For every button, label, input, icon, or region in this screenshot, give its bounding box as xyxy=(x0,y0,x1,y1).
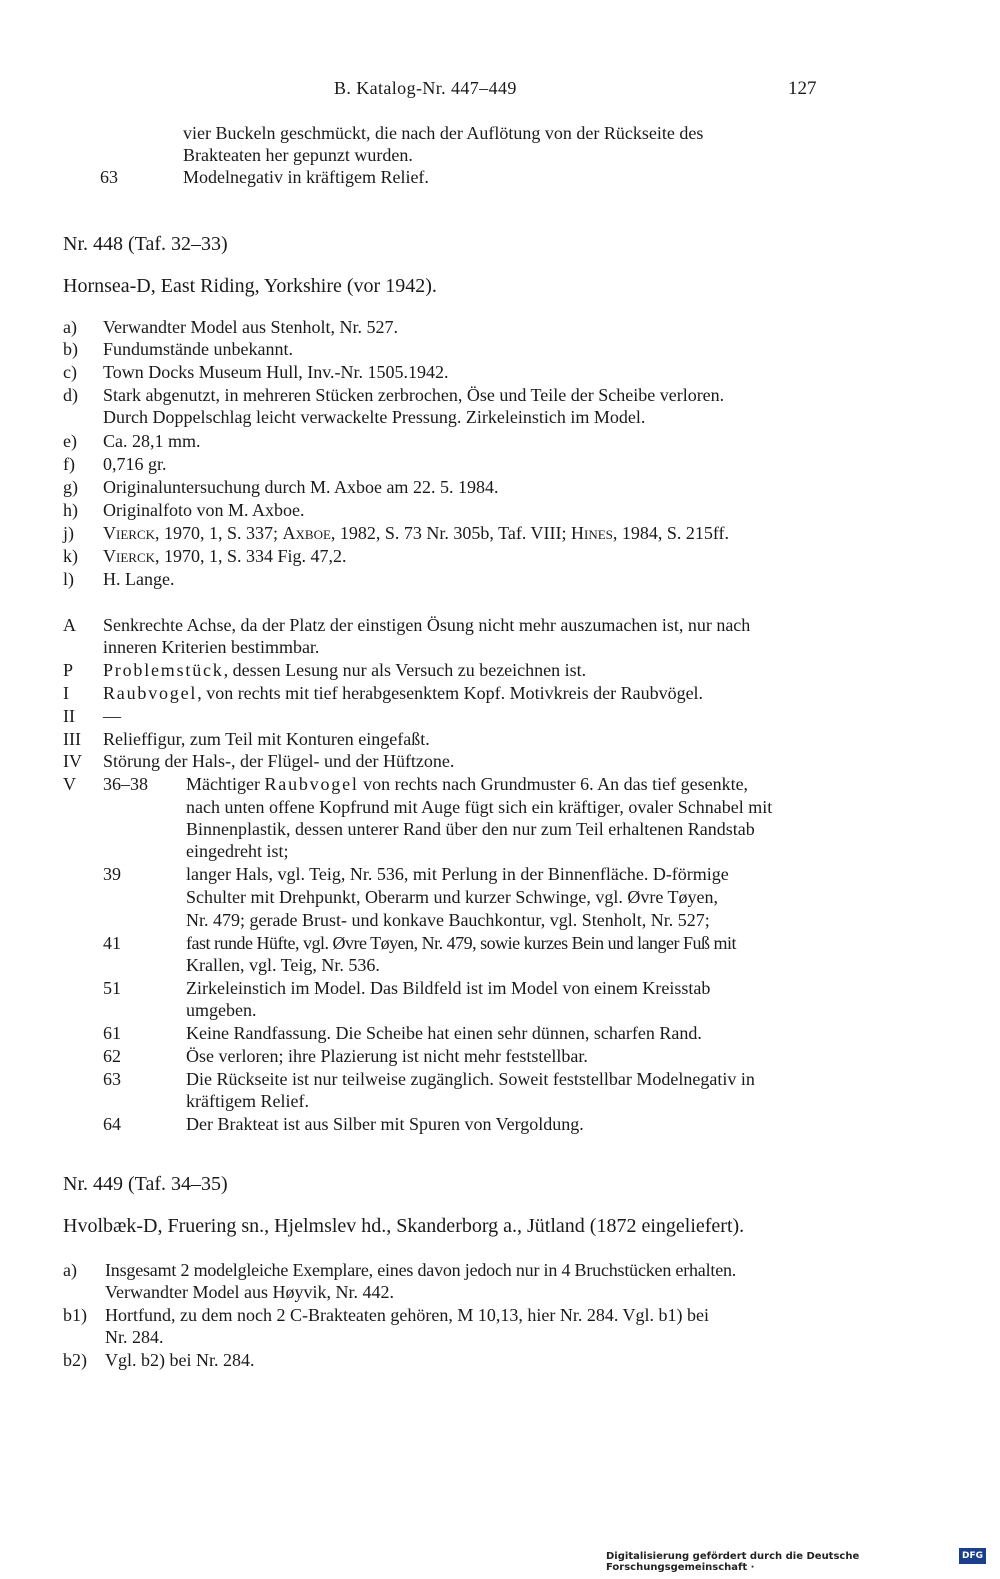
row-text: Vgl. b2) bei Nr. 284. xyxy=(105,1350,255,1370)
row-text xyxy=(103,659,586,681)
subitem-text: Schulter mit Drehpunkt, Oberarm und kurzer Schwinge, vgl. Øvre Tøyen, xyxy=(186,887,719,907)
row-text-rest: , von rechts mit tief herabgesenktem Kopf. Motivkreis der Raubvögel. xyxy=(197,683,704,703)
row-label: e) xyxy=(63,431,77,451)
row-label: I xyxy=(63,683,69,703)
row-label: k) xyxy=(63,546,78,566)
row-label: b1) xyxy=(63,1305,87,1325)
subitem-text: Keine Randfassung. Die Scheibe hat einen sehr dünnen, scharfen Rand. xyxy=(186,1023,702,1043)
subitem-text: Binnenplastik, dessen unterer Rand über den nur zum Teil erhaltenen Randstab xyxy=(186,819,755,839)
row-text xyxy=(103,682,703,704)
row-text: Verwandter Model aus Høyvik, Nr. 442. xyxy=(105,1282,394,1302)
row-text: 0,716 gr. xyxy=(103,454,167,474)
subitem-number: 62 xyxy=(103,1046,121,1066)
row-text: inneren Kriterien bestimmbar. xyxy=(103,637,320,657)
text-part: von rechts nach Grundmuster 6. An das tief gesenkte, xyxy=(358,774,749,794)
row-text: Originaluntersuchung durch M. Axboe am 22. 5. 1984. xyxy=(103,477,499,497)
running-head: B. Katalog-Nr. 447–449 xyxy=(334,78,517,98)
subitem-text xyxy=(186,773,748,795)
row-label: g) xyxy=(63,477,78,497)
author-name: Vierck xyxy=(103,523,155,543)
row-label: A xyxy=(63,615,76,635)
author-name: Axboe xyxy=(282,523,331,543)
subitem-number: 51 xyxy=(103,978,121,998)
text-part: Mächtiger xyxy=(186,774,265,794)
citation-text: , 1970, 1, S. 334 Fig. 47,2. xyxy=(155,546,347,566)
row-label: III xyxy=(63,729,81,749)
subitem-text: Zirkeleinstich im Model. Das Bildfeld ist im Model von einem Kreisstab xyxy=(186,978,711,998)
subitem-number: 64 xyxy=(103,1114,121,1134)
entry-449-title: Hvolbæk-D, Fruering sn., Hjelmslev hd., Skanderborg a., Jütland (1872 eingeliefert). xyxy=(63,1215,745,1237)
subitem-text: langer Hals, vgl. Teig, Nr. 536, mit Perlung in der Binnenfläche. D-förmige xyxy=(186,864,729,884)
subitem-number: 41 xyxy=(103,933,121,953)
row-text: Fundumstände unbekannt. xyxy=(103,339,293,359)
row-text: Stark abgenutzt, in mehreren Stücken zerbrochen, Öse und Teile der Scheibe verloren. xyxy=(103,385,725,405)
row-text: — xyxy=(103,706,121,726)
subitem-text: eingedreht ist; xyxy=(186,841,289,861)
spaced-term: Raubvogel xyxy=(103,683,198,703)
author-name: Hines xyxy=(570,523,613,543)
row-text-rest: , dessen Lesung nur als Versuch zu bezeichnen ist. xyxy=(223,660,587,680)
row-label: IV xyxy=(63,751,82,771)
row-label: P xyxy=(63,660,74,680)
page-number: 127 xyxy=(788,78,817,99)
row-label: b2) xyxy=(63,1350,87,1370)
prev-entry-line: Brakteaten her gepunzt wurden. xyxy=(183,145,413,165)
subitem-text: Die Rückseite ist nur teilweise zugänglich. Soweit feststellbar Modelnegativ in xyxy=(186,1069,755,1089)
subitem-number: 36–38 xyxy=(103,774,148,794)
entry-448-title: Hornsea-D, East Riding, Yorkshire (vor 1942). xyxy=(63,275,437,297)
row-text: Ca. 28,1 mm. xyxy=(103,431,201,451)
subitem-text: Der Brakteat ist aus Silber mit Spuren von Vergoldung. xyxy=(186,1114,584,1134)
row-label: V xyxy=(63,774,76,794)
row-label: c) xyxy=(63,362,77,382)
author-name: Vierck xyxy=(103,546,155,566)
row-label: a) xyxy=(63,1260,77,1280)
subitem-number: 39 xyxy=(103,864,121,884)
row-label: II xyxy=(63,706,75,726)
row-text xyxy=(103,522,729,544)
row-text: Town Docks Museum Hull, Inv.-Nr. 1505.1942. xyxy=(103,362,449,382)
subitem-text: Öse verloren; ihre Plazierung ist nicht mehr feststellbar. xyxy=(186,1046,588,1066)
entry-449-heading: Nr. 449 (Taf. 34–35) xyxy=(63,1173,228,1195)
row-text: Relieffigur, zum Teil mit Konturen eingefaßt. xyxy=(103,729,430,749)
row-text: Verwandter Model aus Stenholt, Nr. 527. xyxy=(103,317,398,337)
subitem-text: kräftigem Relief. xyxy=(186,1091,309,1111)
row-text: Senkrechte Achse, da der Platz der einstigen Ösung nicht mehr auszumachen ist, nur nach xyxy=(103,615,751,635)
row-label: f) xyxy=(63,454,75,474)
subitem-text: umgeben. xyxy=(186,1000,257,1020)
row-text: Störung der Hals-, der Flügel- und der Hüftzone. xyxy=(103,751,455,771)
prev-entry-line: vier Buckeln geschmückt, die nach der Auflötung von der Rückseite des xyxy=(183,123,704,143)
row-text: Nr. 284. xyxy=(105,1327,164,1347)
row-text: Durch Doppelschlag leicht verwackelte Pressung. Zirkeleinstich im Model. xyxy=(103,407,646,427)
citation-text: , 1970, 1, S. 337; xyxy=(155,523,283,543)
subitem-number: 63 xyxy=(103,1069,121,1089)
row-text: H. Lange. xyxy=(103,569,175,589)
subitem-number: 61 xyxy=(103,1023,121,1043)
entry-448-heading: Nr. 448 (Taf. 32–33) xyxy=(63,233,228,255)
prev-entry-item-text: Modelnegativ in kräftigem Relief. xyxy=(183,167,429,187)
citation-text: , 1982, S. 73 Nr. 305b, Taf. VIII; xyxy=(330,523,571,543)
row-label: b) xyxy=(63,339,78,359)
subitem-text: Krallen, vgl. Teig, Nr. 536. xyxy=(186,955,380,975)
spaced-term: Raubvogel xyxy=(264,774,359,794)
row-text: Hortfund, zu dem noch 2 C-Brakteaten gehören, M 10,13, hier Nr. 284. Vgl. b1) bei xyxy=(105,1305,710,1325)
row-text: Insgesamt 2 modelgleiche Exemplare, eines davon jedoch nur in 4 Bruchstücken erhalten. xyxy=(105,1260,737,1280)
subitem-text: fast runde Hüfte, vgl. Øvre Tøyen, Nr. 479, sowie kurzes Bein und langer Fuß mit xyxy=(186,933,737,953)
spaced-term: Problemstück xyxy=(103,660,224,680)
row-text xyxy=(103,545,347,567)
prev-entry-item-label: 63 xyxy=(100,167,118,187)
row-text: Originalfoto von M. Axboe. xyxy=(103,500,305,520)
citation-text: , 1984, S. 215ff. xyxy=(612,523,730,543)
row-label: j) xyxy=(63,523,74,543)
row-label: h) xyxy=(63,500,78,520)
subitem-text: Nr. 479; gerade Brust- und konkave Bauchkontur, vgl. Stenholt, Nr. 527; xyxy=(186,910,710,930)
row-label: l) xyxy=(63,569,74,589)
row-label: a) xyxy=(63,317,77,337)
subitem-text: nach unten offene Kopfrund mit Auge fügt sich ein kräftiger, ovaler Schnabel mit xyxy=(186,797,773,817)
digitization-credit: Digitalisierung gefördert durch die Deutsche Forschungsgemeinschaft · xyxy=(606,1551,860,1573)
row-label: d) xyxy=(63,385,78,405)
dfg-logo: DFG xyxy=(959,1548,986,1564)
